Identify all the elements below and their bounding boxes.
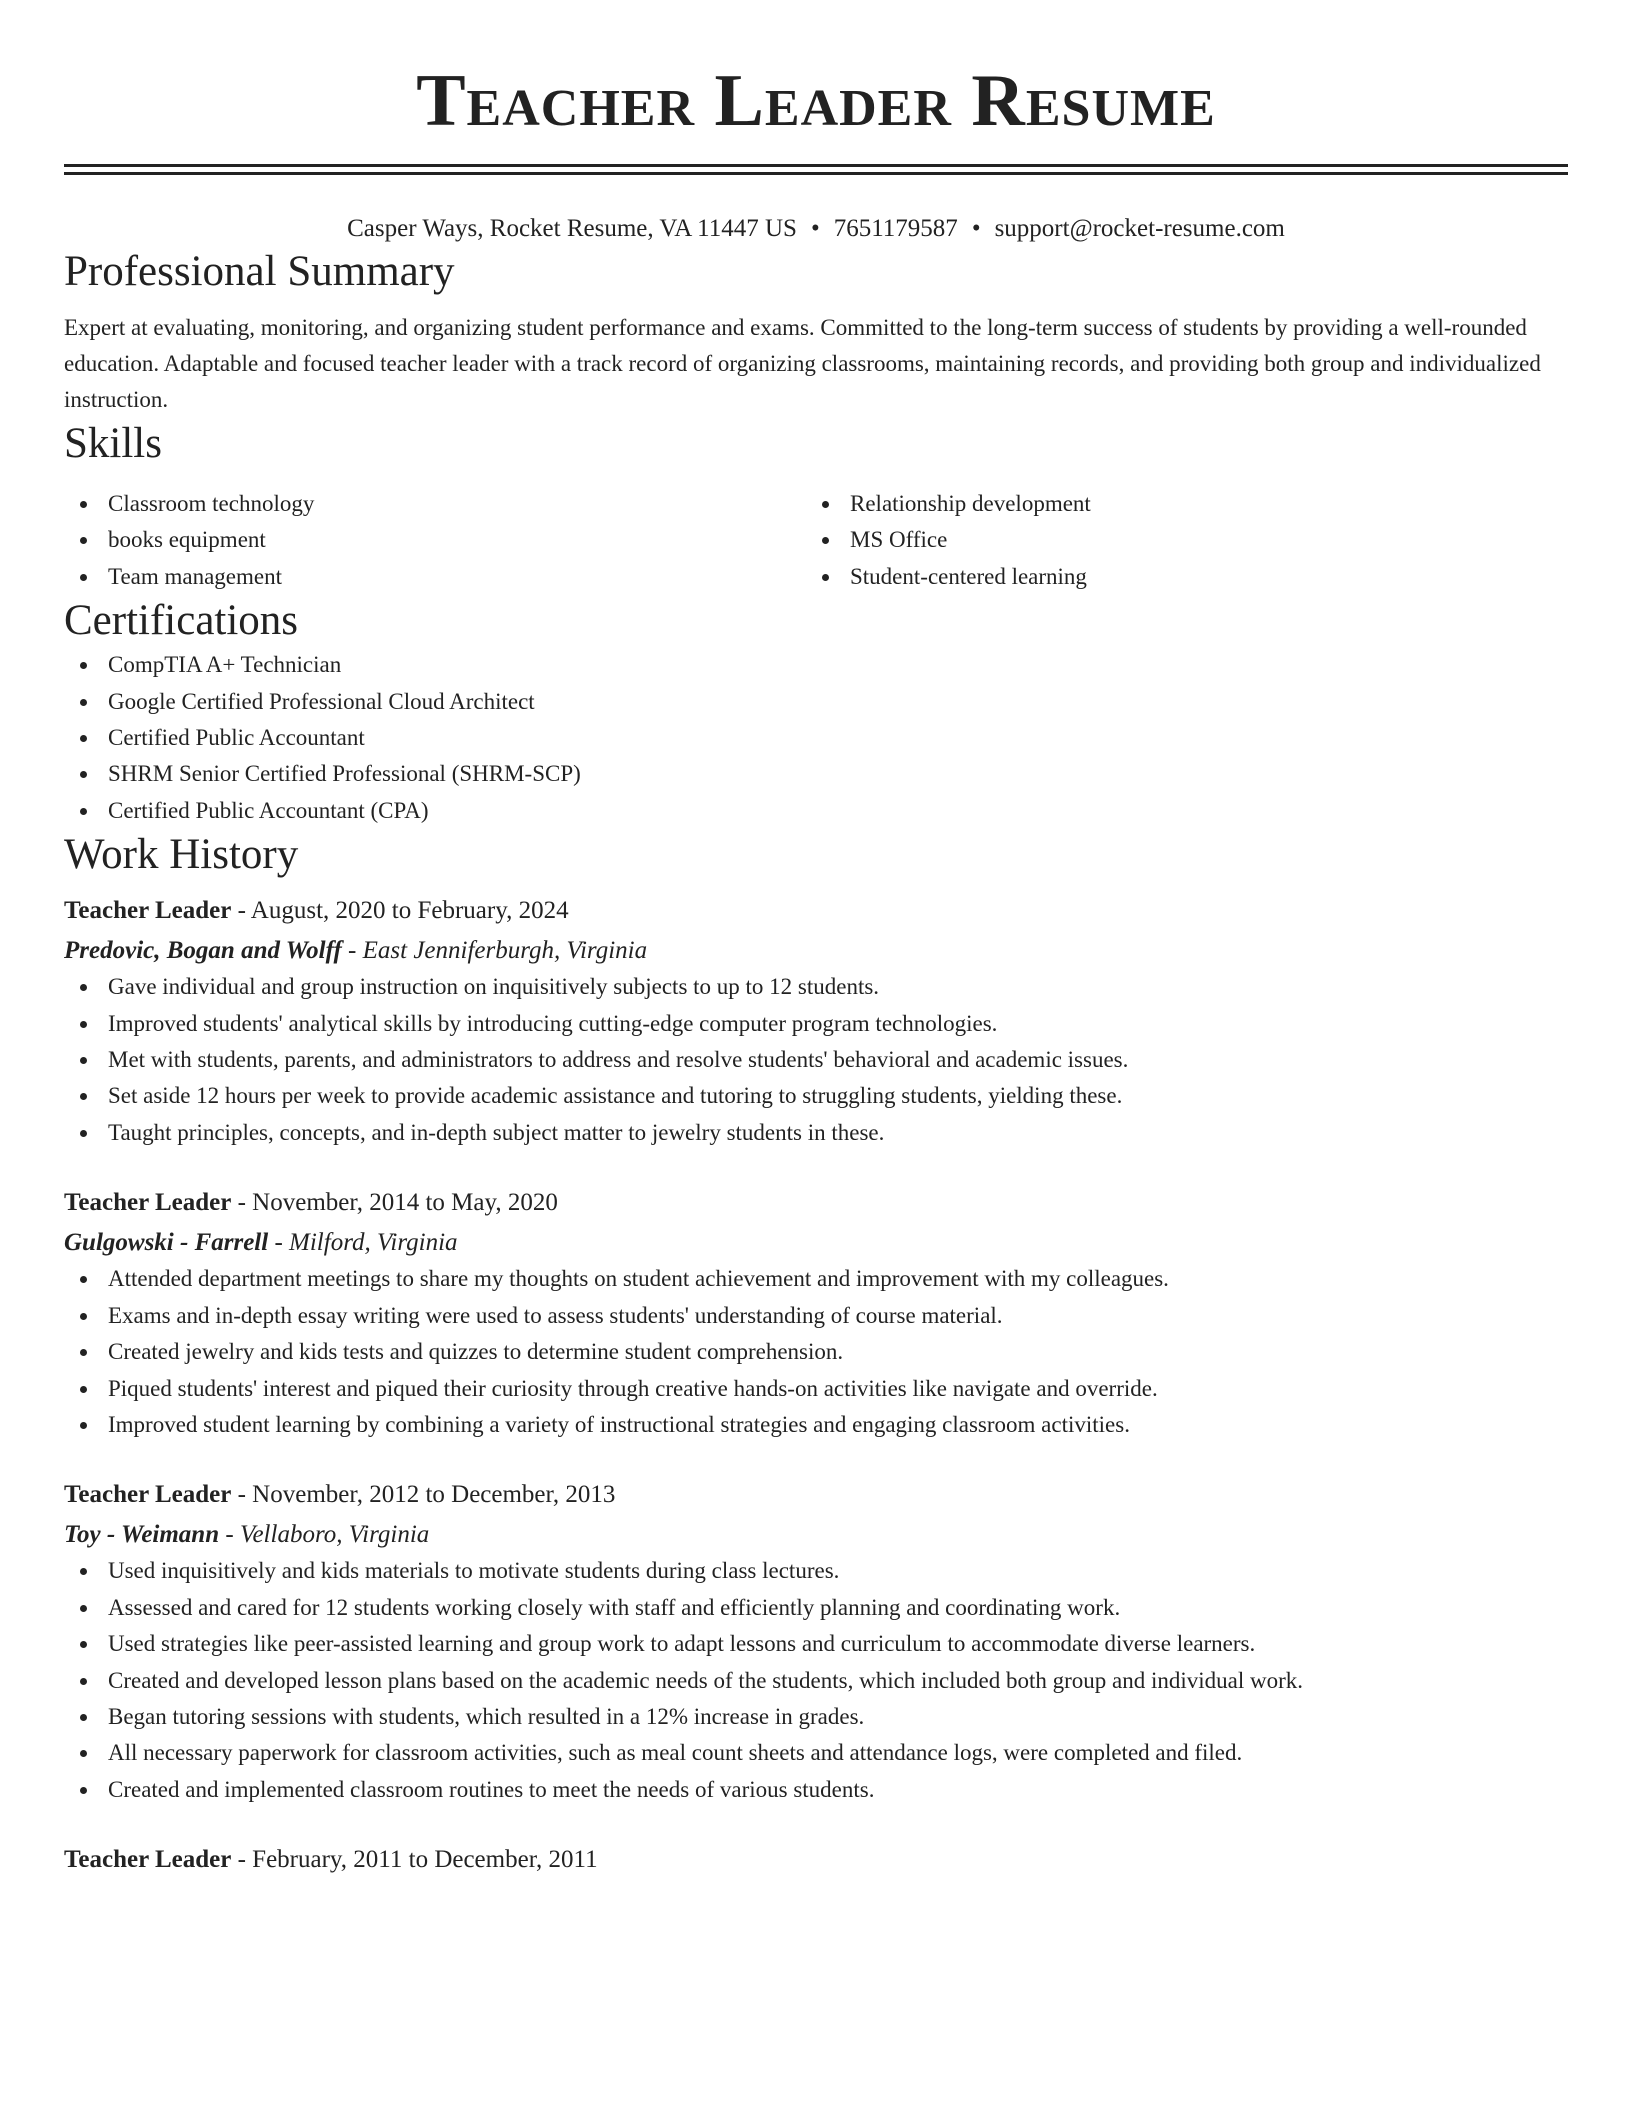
job-bullet-text: Set aside 12 hours per week to provide academic assistance and tutoring to struggling students, yielding these. bbox=[108, 1083, 1123, 1109]
job-bullet bbox=[64, 1261, 1568, 1297]
title-divider bbox=[64, 164, 1568, 175]
bullet-icon bbox=[80, 699, 87, 706]
job-bullets bbox=[64, 1261, 1568, 1443]
job-bullet-text: Taught principles, concepts, and in-depth subject matter to jewelry students in these. bbox=[108, 1119, 885, 1145]
certification-label: Certified Public Accountant (CPA) bbox=[108, 797, 429, 823]
summary-text: Expert at evaluating, monitoring, and organizing student performance and exams. Committed to the long-term success of students by providing a well-rounded education. Adaptable and focused teacher leader with a track record of organizing classrooms, maintaining records, and providing both group and individualized instruction. bbox=[64, 315, 1541, 412]
job-bullet-text: Assessed and cared for 12 students working closely with staff and efficiently planning and coordinating work. bbox=[108, 1594, 1121, 1620]
job-title-line bbox=[64, 1185, 1568, 1221]
skills-list-right bbox=[806, 486, 1548, 595]
job-bullets bbox=[64, 969, 1568, 1151]
job-bullet-text: Improved student learning by combining a variety of instructional strategies and engaging classroom activities. bbox=[108, 1411, 1130, 1437]
job-bullet-text: Began tutoring sessions with students, which resulted in a 12% increase in grades. bbox=[108, 1703, 865, 1729]
contact-line bbox=[64, 212, 1568, 246]
job-entry bbox=[64, 893, 1568, 1151]
bullet-icon bbox=[80, 1313, 87, 1320]
job-bullet-text: Met with students, parents, and administrators to address and resolve students' behavioral and academic issues. bbox=[108, 1047, 1129, 1073]
contact-separator: • bbox=[971, 215, 981, 242]
dash-separator: - bbox=[231, 897, 251, 925]
skills-list-left bbox=[64, 486, 806, 595]
bullet-icon bbox=[80, 1714, 87, 1721]
job-location: Milford, Virginia bbox=[289, 1229, 458, 1257]
skill-label: books equipment bbox=[108, 527, 266, 553]
job-title-line bbox=[64, 893, 1568, 929]
skill-label: Team management bbox=[108, 563, 283, 589]
certification-item bbox=[64, 684, 1568, 720]
job-bullet bbox=[64, 1006, 1568, 1042]
bullet-icon bbox=[822, 574, 829, 581]
job-bullet bbox=[64, 1626, 1568, 1662]
bullet-icon bbox=[80, 735, 87, 742]
dash-separator: - bbox=[231, 1189, 253, 1217]
dash-separator: - bbox=[341, 937, 363, 965]
bullet-icon bbox=[80, 1750, 87, 1757]
job-bullet bbox=[64, 969, 1568, 1005]
bullet-icon bbox=[80, 574, 87, 581]
job-company-line bbox=[64, 933, 1568, 969]
job-bullet bbox=[64, 1590, 1568, 1626]
bullet-icon bbox=[80, 1349, 87, 1356]
job-bullet-text: Exams and in-depth essay writing were used to assess students' understanding of course material. bbox=[108, 1302, 1003, 1328]
dash-separator: - bbox=[219, 1521, 240, 1549]
job-bullet bbox=[64, 1334, 1568, 1370]
contact-email: support@rocket-resume.com bbox=[994, 215, 1285, 242]
skills-heading: Skills bbox=[64, 420, 162, 467]
bullet-icon bbox=[80, 808, 87, 815]
skill-item bbox=[64, 486, 806, 522]
dash-separator: - bbox=[268, 1229, 290, 1257]
job-bullet bbox=[64, 1042, 1568, 1078]
job-title: Teacher Leader bbox=[64, 1481, 232, 1509]
certification-item bbox=[64, 793, 1568, 829]
job-bullet-text: Created and developed lesson plans based on the academic needs of the students, which included both group and individual work. bbox=[108, 1667, 1304, 1693]
job-location: Vellaboro, Virginia bbox=[239, 1521, 430, 1549]
contact-address: Casper Ways, Rocket Resume, VA 11447 US bbox=[347, 215, 797, 242]
job-bullet bbox=[64, 1371, 1568, 1407]
job-company-line bbox=[64, 1517, 1568, 1553]
job-bullet bbox=[64, 1772, 1568, 1808]
job-title-line bbox=[64, 1477, 1568, 1513]
bullet-icon bbox=[80, 1021, 87, 1028]
certification-label: SHRM Senior Certified Professional (SHRM-SCP) bbox=[108, 761, 581, 787]
skill-item bbox=[64, 559, 806, 595]
job-bullet bbox=[64, 1699, 1568, 1735]
bullet-icon bbox=[80, 1605, 87, 1612]
job-dates: November, 2014 to May, 2020 bbox=[252, 1189, 558, 1217]
bullet-icon bbox=[80, 501, 87, 508]
job-bullet bbox=[64, 1553, 1568, 1589]
bullet-icon bbox=[822, 501, 829, 508]
bullet-icon bbox=[80, 1678, 87, 1685]
bullet-icon bbox=[80, 1386, 87, 1393]
dash-separator: - bbox=[231, 1481, 253, 1509]
work-history-heading: Work History bbox=[64, 831, 299, 879]
certification-label: Google Certified Professional Cloud Architect bbox=[108, 688, 535, 714]
job-bullet bbox=[64, 1663, 1568, 1699]
job-bullet bbox=[64, 1407, 1568, 1443]
job-bullet-text: Gave individual and group instruction on inquisitively subjects to up to 12 students. bbox=[108, 974, 880, 1000]
skill-label: Student-centered learning bbox=[850, 563, 1087, 589]
skill-label: MS Office bbox=[850, 527, 948, 553]
certification-label: Certified Public Accountant bbox=[108, 725, 365, 751]
bullet-icon bbox=[80, 1276, 87, 1283]
skill-item bbox=[806, 522, 1548, 558]
job-bullet-text: Created jewelry and kids tests and quizzes to determine student comprehension. bbox=[108, 1339, 844, 1365]
bullet-icon bbox=[80, 537, 87, 544]
job-bullet bbox=[64, 1115, 1568, 1151]
job-bullet-text: Improved students' analytical skills by introducing cutting-edge computer program technologies. bbox=[108, 1010, 998, 1036]
job-bullet-text: Attended department meetings to share my thoughts on student achievement and improvement with my colleagues. bbox=[108, 1266, 1169, 1292]
job-company-line bbox=[64, 1225, 1568, 1261]
resume-title: Teacher Leader Resume bbox=[416, 60, 1216, 142]
dash-separator: - bbox=[231, 1846, 253, 1874]
summary-heading: Professional Summary bbox=[64, 248, 455, 295]
job-entry bbox=[64, 1477, 1568, 1808]
bullet-icon bbox=[80, 1057, 87, 1064]
bullet-icon bbox=[80, 1130, 87, 1137]
certifications-heading: Certifications bbox=[64, 597, 299, 645]
job-location: East Jenniferburgh, Virginia bbox=[362, 937, 648, 965]
certification-item bbox=[64, 756, 1568, 792]
job-bullet-text: Created and implemented classroom routines to meet the needs of various students. bbox=[108, 1776, 875, 1802]
skill-item bbox=[806, 559, 1548, 595]
job-title: Teacher Leader bbox=[64, 897, 232, 925]
skills-column-right bbox=[806, 486, 1548, 595]
job-bullet-text: Used strategies like peer-assisted learning and group work to adapt lessons and curriculum to accommodate diverse learners. bbox=[108, 1631, 1256, 1657]
bullet-icon bbox=[80, 1093, 87, 1100]
bullet-icon bbox=[822, 537, 829, 544]
skills-column-left bbox=[64, 486, 806, 595]
job-dates: November, 2012 to December, 2013 bbox=[252, 1481, 616, 1509]
bullet-icon bbox=[80, 1641, 87, 1648]
job-bullet bbox=[64, 1078, 1568, 1114]
job-company: Gulgowski - Farrell bbox=[64, 1229, 269, 1257]
skill-item bbox=[806, 486, 1548, 522]
certifications-list bbox=[64, 647, 1568, 829]
job-dates: August, 2020 to February, 2024 bbox=[250, 897, 569, 925]
skill-item bbox=[64, 522, 806, 558]
job-title: Teacher Leader bbox=[64, 1846, 232, 1874]
bullet-icon bbox=[80, 984, 87, 991]
job-title: Teacher Leader bbox=[64, 1189, 232, 1217]
job-company: Toy - Weimann bbox=[64, 1521, 220, 1549]
job-bullet-text: All necessary paperwork for classroom activities, such as meal count sheets and attendance logs, were completed and filed. bbox=[108, 1740, 1243, 1766]
skill-label: Relationship development bbox=[850, 491, 1091, 516]
job-title-line bbox=[64, 1842, 1568, 1878]
job-bullet-text: Piqued students' interest and piqued their curiosity through creative hands-on activities like navigate and override. bbox=[108, 1375, 1158, 1401]
job-entry bbox=[64, 1842, 1568, 1878]
skill-label: Classroom technology bbox=[108, 491, 315, 516]
job-bullet bbox=[64, 1298, 1568, 1334]
bullet-icon bbox=[80, 1787, 87, 1794]
bullet-icon bbox=[80, 662, 87, 669]
certification-item bbox=[64, 720, 1568, 756]
contact-separator: • bbox=[810, 215, 820, 242]
job-entry bbox=[64, 1185, 1568, 1443]
job-bullet-text: Used inquisitively and kids materials to motivate students during class lectures. bbox=[108, 1558, 840, 1584]
bullet-icon bbox=[80, 1568, 87, 1575]
job-company: Predovic, Bogan and Wolff bbox=[64, 937, 342, 965]
job-bullets bbox=[64, 1553, 1568, 1808]
certification-label: CompTIA A+ Technician bbox=[108, 652, 342, 678]
contact-phone: 7651179587 bbox=[833, 215, 958, 242]
bullet-icon bbox=[80, 1422, 87, 1429]
skills-grid bbox=[64, 486, 1568, 595]
bullet-icon bbox=[80, 771, 87, 778]
certification-item bbox=[64, 647, 1568, 683]
job-bullet bbox=[64, 1735, 1568, 1771]
job-dates: February, 2011 to December, 2011 bbox=[252, 1846, 598, 1874]
